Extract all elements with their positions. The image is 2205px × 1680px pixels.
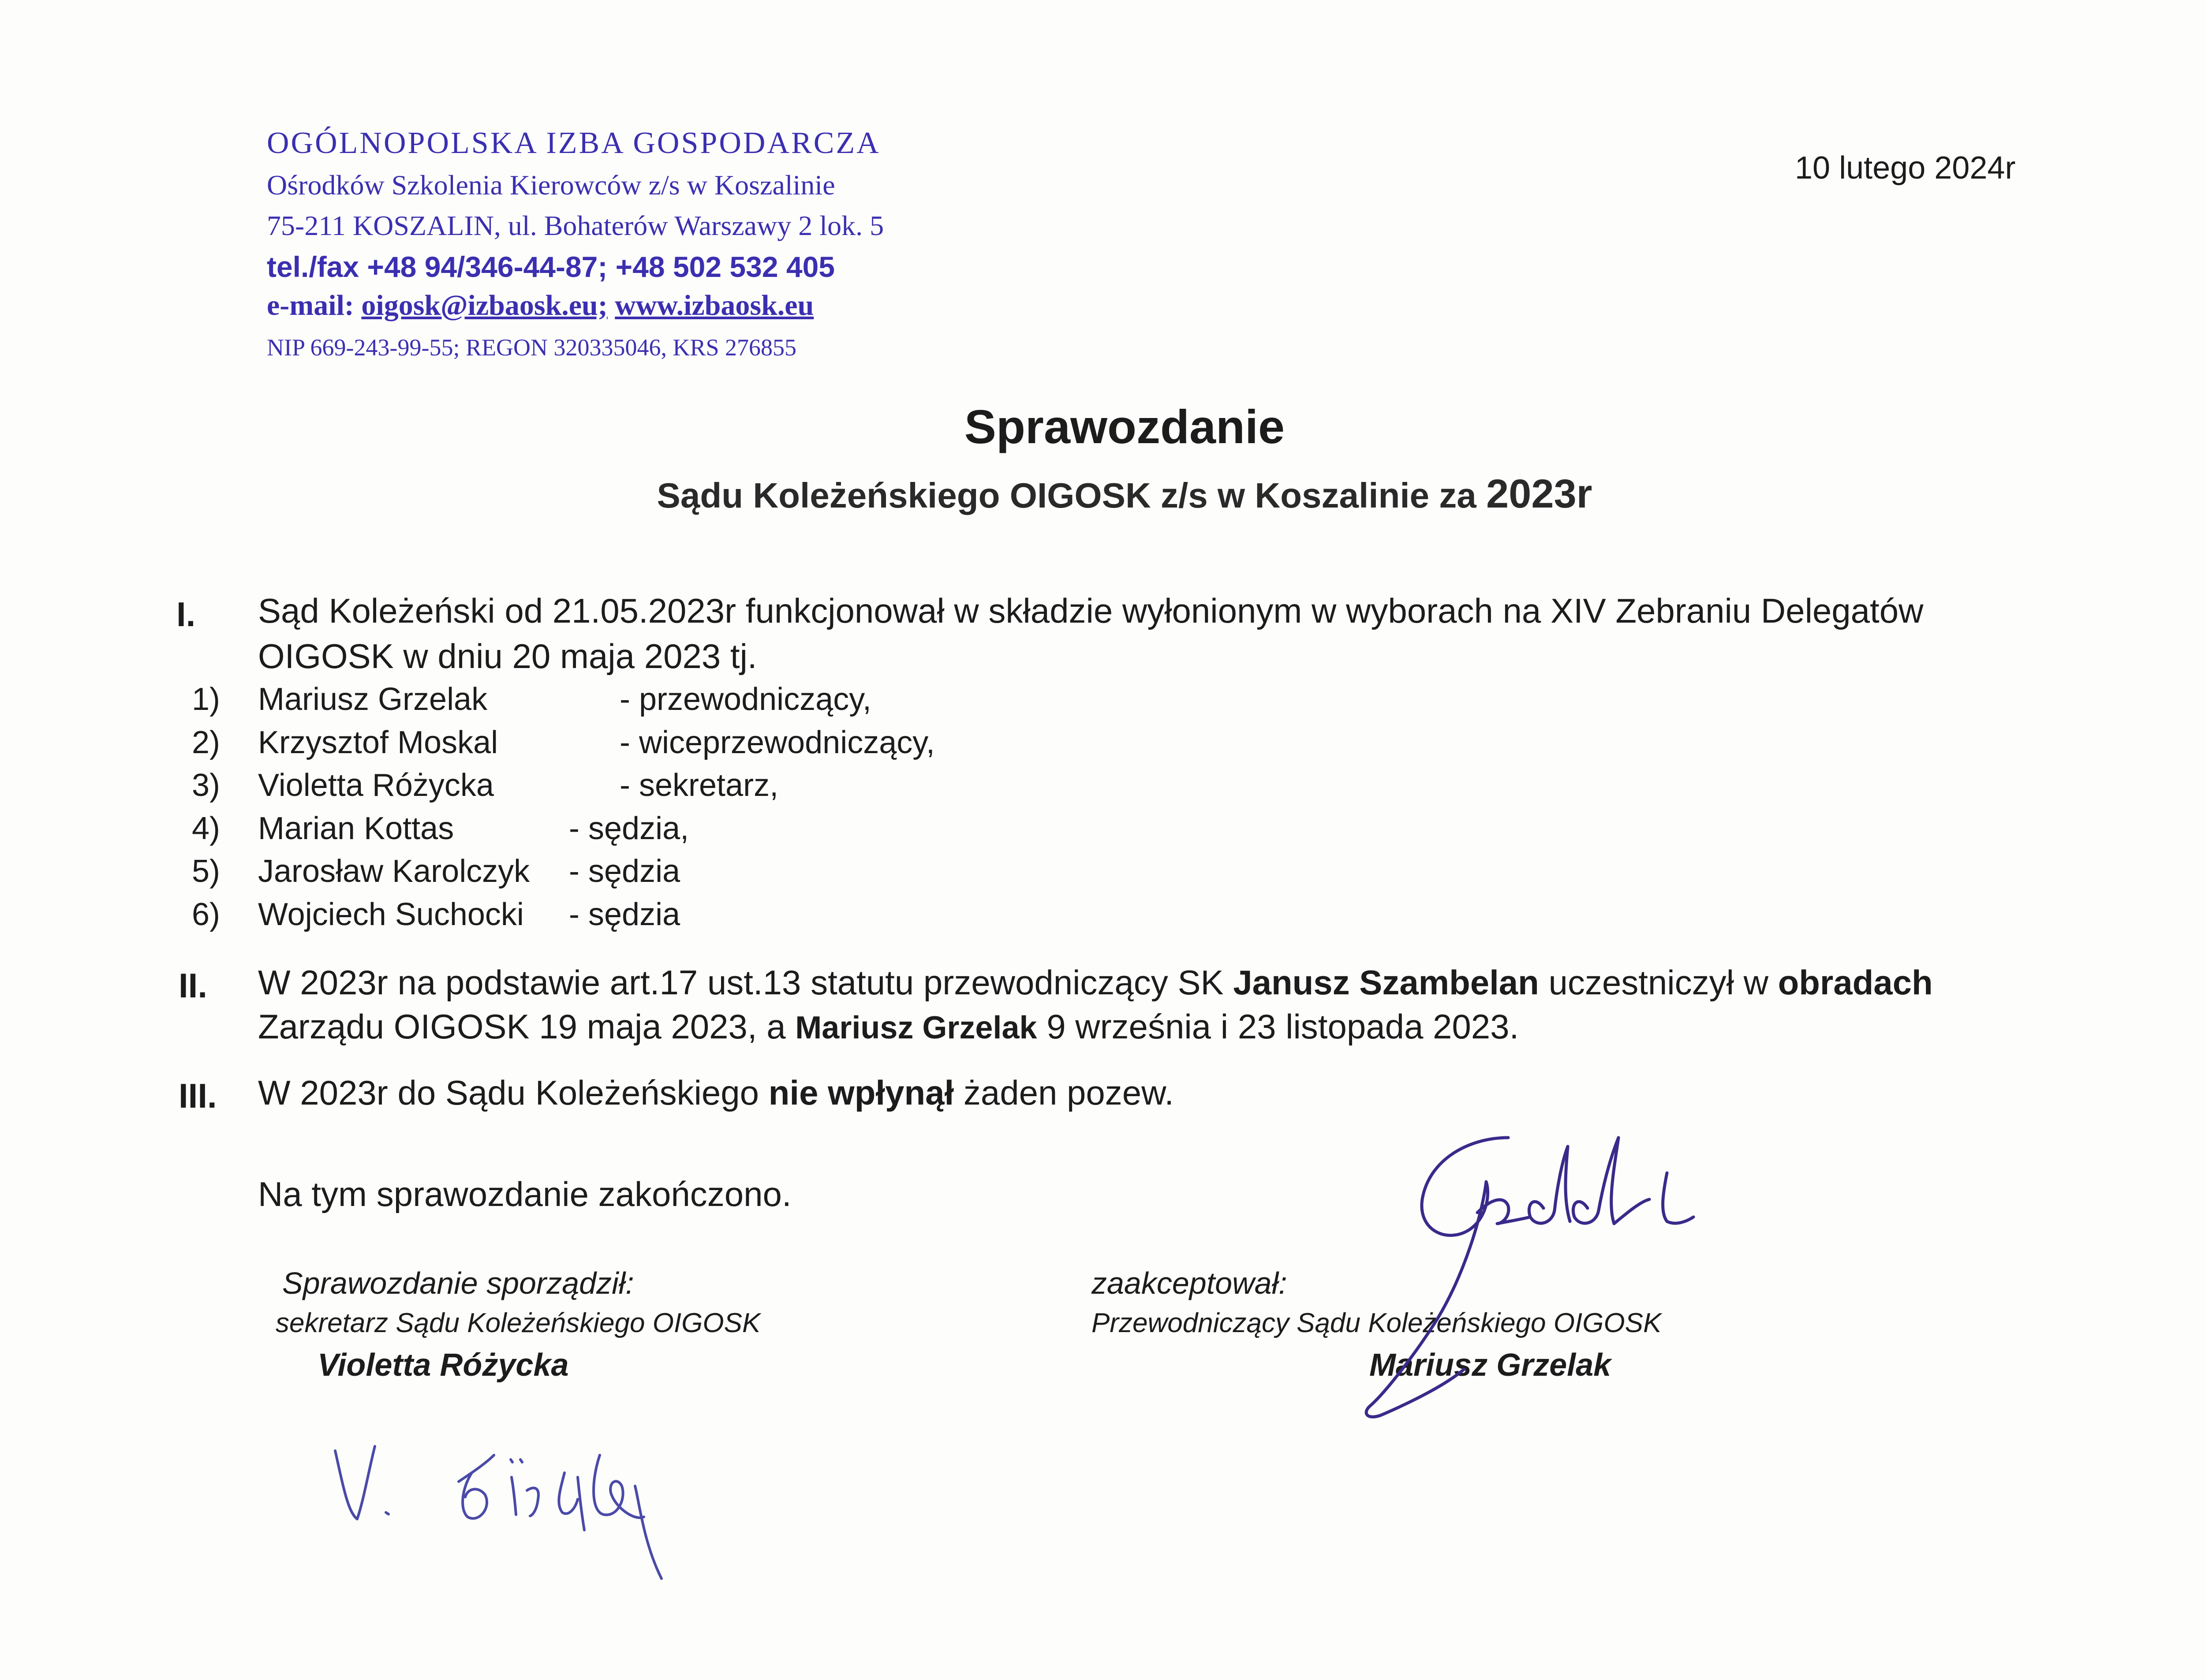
section-3-emphasis: nie wpłynął xyxy=(768,1073,954,1112)
member-role: - przewodniczący, xyxy=(620,682,871,717)
section-2-text: Zarządu OIGOSK 19 maja 2023, a xyxy=(258,1007,786,1046)
prepared-by-position: sekretarz Sądu Koleżeńskiego OIGOSK xyxy=(276,1308,761,1338)
member-name: Jarosław Karolczyk xyxy=(258,854,530,889)
document-title: Sprawozdanie xyxy=(964,400,1285,453)
stamp-email: oigosk@izbaosk.eu; xyxy=(361,289,608,321)
member-number: 2) xyxy=(192,725,220,760)
section-2-line-1 xyxy=(258,963,1933,1003)
member-role: - wiceprzewodniczący, xyxy=(620,725,935,760)
closing-sentence: Na tym sprawozdanie zakończono. xyxy=(258,1175,792,1213)
member-name: Wojciech Suchocki xyxy=(258,897,524,932)
subtitle-year: 2023r xyxy=(1486,471,1592,516)
section-3-text: żaden pozew. xyxy=(963,1073,1174,1112)
section-1-line-1: Sąd Koleżeński od 21.05.2023r funkcjonował w składzie wyłonionym w wyborach na XIV Zebraniu Delegatów xyxy=(258,591,1924,630)
member-name: Krzysztof Moskal xyxy=(258,725,498,760)
handwritten-signature-right xyxy=(1279,1129,1764,1437)
section-3-line xyxy=(258,1073,1174,1113)
subtitle-text: Sądu Koleżeńskiego OIGOSK z/s w Koszalinie za xyxy=(657,476,1476,515)
accepted-by-heading: zaakceptował: xyxy=(1091,1266,1287,1300)
stamp-org-subtitle: Ośrodków Szkolenia Kierowców z/s w Koszalinie xyxy=(267,169,835,201)
member-number: 3) xyxy=(192,768,220,803)
section-2-text: 9 września i 23 listopada 2023. xyxy=(1046,1007,1519,1046)
prepared-by-heading: Sprawozdanie sporządził: xyxy=(282,1266,634,1300)
stamp-address: 75-211 KOSZALIN, ul. Bohaterów Warszawy 2 lok. 5 xyxy=(267,210,884,241)
section-2-text: uczestniczył w xyxy=(1548,963,1768,1002)
stamp-registry-numbers: NIP 669-243-99-55; REGON 320335046, KRS 276855 xyxy=(267,334,796,361)
section-2-chair-name: Janusz Szambelan xyxy=(1233,963,1539,1002)
stamp-email-label: e-mail: xyxy=(267,289,354,321)
member-number: 5) xyxy=(192,854,220,889)
section-3-text: W 2023r do Sądu Koleżeńskiego xyxy=(258,1073,759,1112)
section-1-line-2: OIGOSK w dniu 20 maja 2023 tj. xyxy=(258,637,757,676)
handwritten-signature-left xyxy=(326,1411,789,1609)
section-1-numeral: I. xyxy=(176,595,196,634)
section-3-numeral: III. xyxy=(179,1076,217,1115)
member-number: 6) xyxy=(192,897,220,932)
document-subtitle xyxy=(0,471,2205,517)
document-date: 10 lutego 2024r xyxy=(1795,150,2016,186)
accepted-by-name: Mariusz Grzelak xyxy=(1369,1348,1611,1383)
accepted-by-position: Przewodniczący Sądu Koleżeńskiego OIGOSK xyxy=(1091,1308,1662,1338)
section-2-text: W 2023r na podstawie art.17 ust.13 statutu przewodniczący SK xyxy=(258,963,1224,1002)
member-role: - sędzia xyxy=(569,897,680,932)
member-number: 1) xyxy=(192,682,220,717)
stamp-org-name: OGÓLNOPOLSKA IZBA GOSPODARCZA xyxy=(267,126,881,160)
member-name: Marian Kottas xyxy=(258,811,454,846)
member-name: Mariusz Grzelak xyxy=(258,682,488,717)
stamp-phone: tel./fax +48 94/346-44-87; +48 502 532 405 xyxy=(267,250,835,283)
section-2-emphasis: obradach xyxy=(1778,963,1933,1002)
member-role: - sędzia, xyxy=(569,811,689,846)
member-number: 4) xyxy=(192,811,220,846)
stamp-contact xyxy=(267,289,814,322)
section-2-member-name: Mariusz Grzelak xyxy=(795,1010,1037,1045)
stamp-website: www.izbaosk.eu xyxy=(615,289,814,321)
section-2-line-2 xyxy=(258,1007,1519,1047)
member-role: - sędzia xyxy=(569,854,680,889)
section-2-numeral: II. xyxy=(179,966,208,1005)
member-name: Violetta Różycka xyxy=(258,768,494,803)
prepared-by-name: Violetta Różycka xyxy=(318,1348,569,1383)
member-role: - sekretarz, xyxy=(620,768,779,803)
